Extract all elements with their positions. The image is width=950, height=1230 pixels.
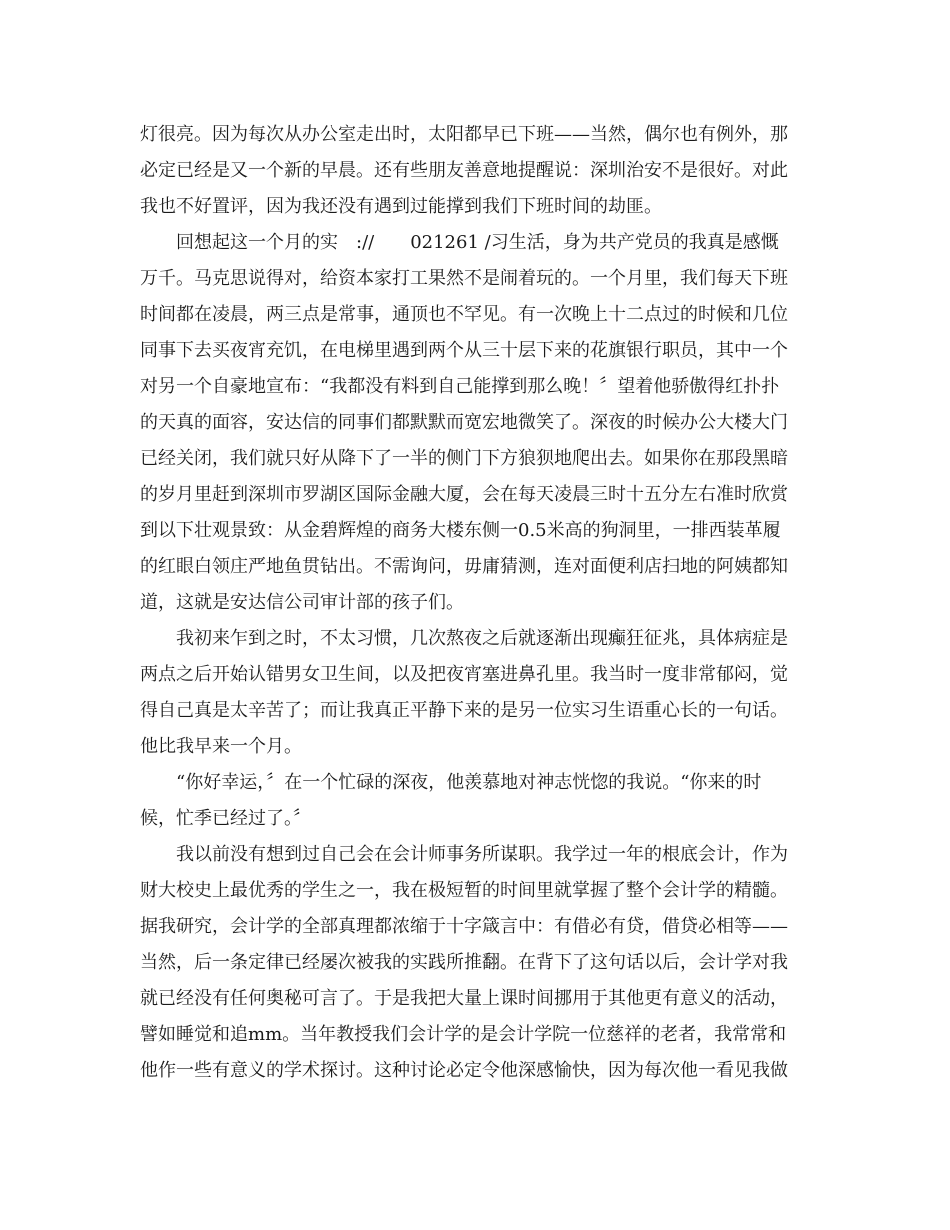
text-line: 据我研究，会计学的全部真理都浓缩于十字箴言中：有借必有贷，借贷必相等——: [140, 916, 788, 937]
text-line: 道，这就是安达信公司审计部的孩子们。: [140, 592, 464, 613]
text-line: 他作一些有意义的学术探讨。这种讨论必定令他深感愉快，因为每次他一看见我做: [140, 1060, 788, 1081]
text-line: 已经关闭，我们就只好从降下了一半的侧门下方狼狈地爬出去。如果你在那段黑暗: [140, 448, 788, 469]
text-line: 的红眼白领庄严地鱼贯钻出。不需询问，毋庸猜测，连对面便利店扫地的阿姨都知: [140, 556, 788, 577]
text-line: 两点之后开始认错男女卫生间，以及把夜宵塞进鼻孔里。我当时一度非常郁闷，觉: [140, 664, 788, 685]
text-line: 的天真的面容，安达信的同事们都默默而宽宏地微笑了。深夜的时候办公大楼大门: [140, 412, 788, 433]
text-line: 万千。马克思说得对，给资本家打工果然不是闹着玩的。一个月里，我们每天下班: [140, 268, 788, 289]
text-line: 到以下壮观景致：从金碧辉煌的商务大楼东侧一0.5米高的狗洞里，一排西装革履: [140, 520, 781, 541]
text-line: 就已经没有任何奥秘可言了。于是我把大量上课时间挪用于其他更有意义的活动，: [140, 988, 788, 1009]
document-body: [140, 117, 812, 1089]
text-line: 同事下去买夜宵充饥，在电梯里遇到两个从三十层下来的花旗银行职员，其中一个: [140, 340, 788, 361]
text-line: 譬如睡觉和追mm。当年教授我们会计学的是会计学院一位慈祥的老者，我常常和: [140, 1024, 787, 1045]
text-line: 我初来乍到之时，不太习惯，几次熬夜之后就逐渐出现癫狂征兆，具体病症是: [176, 628, 788, 649]
paragraph-5: [140, 837, 812, 1089]
text-line: 得自己真是太辛苦了；而让我真正平静下来的是另一位实习生语重心长的一句话。: [140, 700, 788, 721]
paragraph-2: [140, 225, 812, 621]
paragraph-4: [140, 765, 812, 837]
paragraph-1: [140, 117, 812, 225]
text-line: 他比我早来一个月。: [140, 736, 302, 757]
text-line: 对另一个自豪地宣布：“我都没有料到自己能撑到那么晚！〞望着他骄傲得红扑扑: [140, 376, 780, 397]
text-line: 回想起这一个月的实 :// 021261 /习生活，身为共产党员的我真是感慨: [176, 232, 779, 253]
text-line: 我也不好置评，因为我还没有遇到过能撑到我们下班时间的劫匪。: [140, 196, 662, 217]
text-line: 必定已经是又一个新的早晨。还有些朋友善意地提醒说：深圳治安不是很好。对此: [140, 160, 788, 181]
text-line: 候，忙季已经过了。〞: [140, 808, 311, 829]
text-line: 当然，后一条定律已经屡次被我的实践所推翻。在背下了这句话以后，会计学对我: [140, 952, 788, 973]
text-line: 的岁月里赶到深圳市罗湖区国际金融大厦，会在每天凌晨三时十五分左右准时欣赏: [140, 484, 788, 505]
text-line: 财大校史上最优秀的学生之一，我在极短暂的时间里就掌握了整个会计学的精髓。: [140, 880, 788, 901]
text-line: 时间都在凌晨，两三点是常事，通顶也不罕见。有一次晚上十二点过的时候和几位: [140, 304, 788, 325]
text-line: 灯很亮。因为每次从办公室走出时，太阳都早已下班——当然，偶尔也有例外，那: [140, 124, 788, 145]
text-line: “你好幸运，〞在一个忙碌的深夜，他羡慕地对神志恍惚的我说。“你来的时: [176, 772, 762, 793]
paragraph-3: [140, 621, 812, 765]
text-line: 我以前没有想到过自己会在会计师事务所谋职。我学过一年的根底会计，作为: [176, 844, 788, 865]
